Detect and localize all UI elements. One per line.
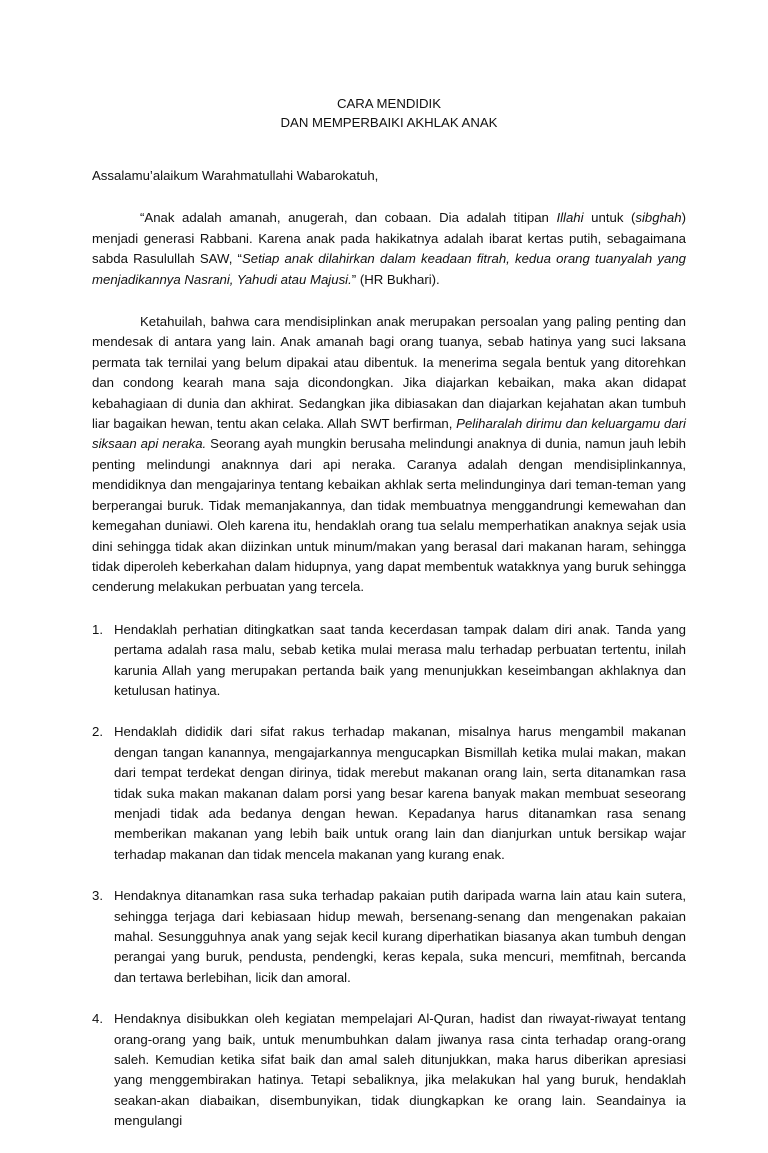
paragraph-1-italic: Illahi [556,210,584,226]
paragraph-1 [92,208,686,290]
paragraph-1-text: untuk ( [583,210,636,226]
list-item-text: Hendaknya disibukkan oleh kegiatan mempelajari Al-Quran, hadist dan riwayat-riwayat tentang orang-orang yang baik, untuk menumbuhkan dalam jiwanya rasa cinta terhadap orang-orang saleh. Kemudian ketika sifat baik dan amal saleh ditunjukkan, maka harus diberikan apresiasi yang menggembirakan hatinya. Tetapi sebaliknya, jika melakukan hal yang buruk, hendaklah seakan-akan diabaikan, disembunyikan, tidak diungkapkan ke orang lain. Seandainya ia mengulangi [114,1011,686,1129]
paragraph-2-text: Seorang ayah mungkin berusaha melindungi anaknya di dunia, namun jauh lebih penting melindungi anaknnya dari api neraka. Caranya adalah dengan mendisiplinkannya, mendidiknya dan mengajarinya tentang kebaikan akhlak serta melindunginya dari teman-teman yang berperangai buruk. Tidak memanjakannya, dan tidak membuatnya menggandrungi kemewahan dan kemegahan duniawi. Oleh karena itu, hendaklah orang tua selalu memperhatikan anaknya sejak usia dini sehingga tidak akan diizinkan untuk minum/makan yang berasal dari makanan haram, sehingga tidak diperoleh keberkahan dalam hidupnya, yang dapat membentuk watakknya yang buruk sehingga cenderung melakukan perbuatan yang tercela. [92,436,686,595]
list-item-number: 1. [92,621,103,637]
document-title [92,94,686,132]
title-line-1: CARA MENDIDIK [336,96,442,111]
list-item [92,620,686,702]
list-item [92,886,686,988]
document-page [92,94,686,1153]
title-line-2: DAN MEMPERBAIKI AKHLAK ANAK [280,115,498,130]
greeting: Assalamu’alaikum Warahmatullahi Wabarokatuh, [92,168,379,183]
paragraph-1-italic: sibghah [635,210,682,226]
list-item [92,722,686,865]
list-item-text: Hendaklah dididik dari sifat rakus terhadap makanan, misalnya harus mengambil makanan dengan tangan kanannya, mengajarkannya mengucapkan Bismillah ketika mulai makan, makan dari tempat terdekat dengan dirinya, tidak merebut makanan orang lain, serta ditanamkan rasa tidak suka makan makanan dalam porsi yang besar karena banyak makan membuat seseorang menjadi tidak ada bedanya dengan hewan. Kepadanya harus ditanamkan rasa senang memberikan makanan yang lebih baik untuk orang lain dan dianjurkan untuk bersikap wajar terhadap makanan dan tidak mencela makanan yang kurang enak. [114,724,686,862]
list-item-number: 2. [92,724,103,740]
paragraph-1-text: ” (HR Bukhari). [351,271,440,287]
numbered-list [92,620,686,1132]
list-item-number: 4. [92,1011,103,1027]
list-item-text: Hendaknya ditanamkan rasa suka terhadap pakaian putih daripada warna lain atau kain sutera, sehingga terjaga dari kebiasaan hidup mewah, bersenang-senang dan mengenakan pakaian mahal. Sesungguhnya anak yang sejak kecil kurang diperhatikan biasanya akan tumbuh dengan perangai yang buruk, pendusta, pendengki, keras kepala, suka mencuri, memfitnah, bercanda dan tertawa berlebihan, licik dan amoral. [114,888,686,985]
paragraph-1-text: “Anak adalah amanah, anugerah, dan cobaan. Dia adalah titipan [140,210,557,226]
list-item [92,1009,686,1131]
paragraph-1-text: ) menjadi generasi Rabbani. Karena anak pada hakikatnya adalah ibarat kertas putih, sebagaimana sabda Rasulullah SAW, “ [92,210,686,267]
paragraph-2-text: Ketahuilah, bahwa cara mendisiplinkan anak merupakan persoalan yang paling penting dan mendesak di antara yang lain. Anak amanah bagi orang tuanya, sebab hatinya yang suci laksana permata tak ternilai yang belum dipakai atau dibentuk. Ia menerima segala bentuk yang ditorehkan dan condong kearah mana saja dicondongkan. Jika diajarkan kebaikan, maka akan didapat kebahagiaan di dunia dan akhirat. Sedangkan jika dibiasakan dan diajarkan kejahatan akan tumbuh liar bagaikan hewan, tentu akan celaka. Allah SWT berfirman, [92,314,686,432]
paragraph-1-quote: Setiap anak dilahirkan dalam keadaan fitrah, kedua orang tuanyalah yang menjadikannya Nasrani, Yahudi atau Majusi. [92,251,686,287]
paragraph-2 [92,312,686,598]
paragraph-2-quote: Peliharalah dirimu dan keluargamu dari siksaan api neraka. [92,416,686,452]
list-item-text: Hendaklah perhatian ditingkatkan saat tanda kecerdasan tampak dalam diri anak. Tanda yang pertama adalah rasa malu, sebab ketika mulai merasa malu terhadap perbuatan tertentu, inilah karunia Allah yang merupakan pertanda baik yang menunjukkan keseimbangan akhlaknya dan ketulusan hatinya. [114,621,686,698]
list-item-number: 3. [92,888,103,904]
